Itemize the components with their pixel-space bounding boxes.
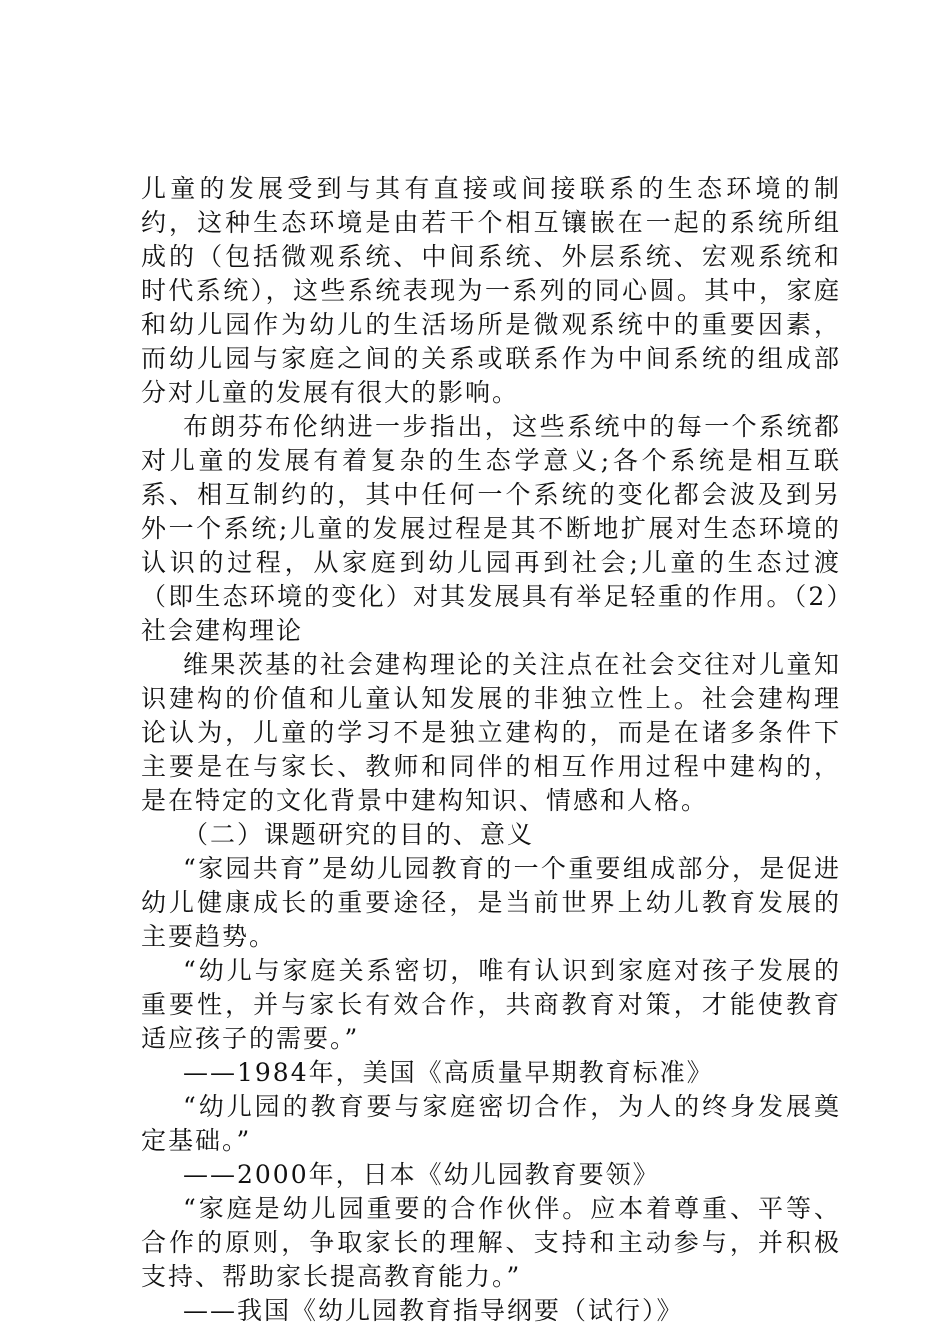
quote-china-guideline: “家庭是幼儿园重要的合作伙伴。应本着尊重、平等、合作的原则，争取家长的理解、支持和主动参与，并积极支持、帮助家长提高教育能力。” <box>141 1194 841 1291</box>
document-body <box>141 172 841 1328</box>
paragraph-home-school: “家园共育”是幼儿园教育的一个重要组成部分，是促进幼儿健康成长的重要途径，是当前世界上幼儿教育发展的主要趋势。 <box>141 854 841 951</box>
paragraph-bronfenbrenner: 布朗芬布伦纳进一步指出，这些系统中的每一个系统都对儿童的发展有着复杂的生态学意义;各个系统是相互联系、相互制约的，其中任何一个系统的变化都会波及到另外一个系统;儿童的发展过程是其不断地扩展对生态环境的认识的过程，从家庭到幼儿园再到社会;儿童的生态过渡（即生态环境的变化）对其发展具有举足轻重的作用。（2）社会建构理论 <box>141 412 841 645</box>
quote-source-china: ——我国《幼儿园教育指导纲要（试行）》 <box>183 1296 684 1325</box>
quote-source-us: ——1984年，美国《高质量早期教育标准》 <box>183 1058 714 1087</box>
quote-japan: “幼儿园的教育要与家庭密切合作，为人的终身发展奠定基础。” <box>141 1092 841 1155</box>
quote-source-japan: ——2000年，日本《幼儿园教育要领》 <box>183 1160 660 1189</box>
quote-us-standard: “幼儿与家庭关系密切，唯有认识到家庭对孩子发展的重要性，并与家长有效合作，共商教育对策，才能使教育适应孩子的需要。” <box>141 956 841 1053</box>
section-heading-purpose: （二）课题研究的目的、意义 <box>183 820 535 849</box>
paragraph-vygotsky: 维果茨基的社会建构理论的关注点在社会交往对儿童知识建构的价值和儿童认知发展的非独立性上。社会建构理论认为，儿童的学习不是独立建构的，而是在诸多条件下主要是在与家长、教师和同伴的相互作用过程中建构的，是在特定的文化背景中建构知识、情感和人格。 <box>141 650 841 815</box>
paragraph-ecology-intro: 儿童的发展受到与其有直接或间接联系的生态环境的制约，这种生态环境是由若干个相互镶嵌在一起的系统所组成的（包括微观系统、中间系统、外层系统、宏观系统和时代系统），这些系统表现为一系列的同心圆。其中，家庭和幼儿园作为幼儿的生活场所是微观系统中的重要因素，而幼儿园与家庭之间的关系或联系作为中间系统的组成部分对儿童的发展有很大的影响。 <box>141 174 841 407</box>
